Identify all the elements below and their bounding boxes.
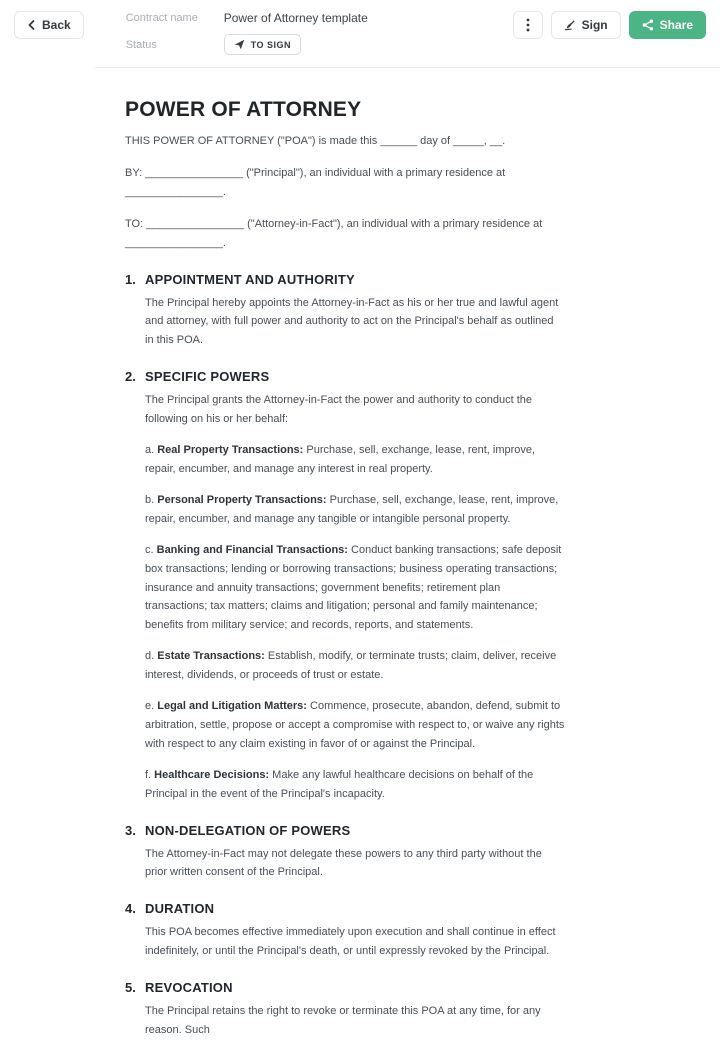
power-item-a: a. Real Property Transactions: Purchase, sell, exchange, lease, rent, improve, repair, encumber, and manage any interest in real property. [145,444,536,475]
power-item-d: d. Estate Transactions: Establish, modify, or terminate trusts; claim, deliver, receive interest, dividends, or proceeds of trust or estate. [145,650,557,682]
section-number: 2. [125,369,136,385]
kebab-menu-icon [526,18,530,32]
section-paragraph: The Principal hereby appoints the Attorney-in-Fact as his or her true and lawful agent and attorney, with full power and authority to act on the Principal's behalf as outlined in this POA. [145,296,559,347]
section-number: 5. [125,980,136,996]
chevron-left-icon [27,20,36,30]
sign-label: Sign [581,18,608,32]
status-badge-label: TO SIGN [250,39,292,50]
section-number: 4. [125,901,136,917]
status-badge[interactable] [224,34,301,55]
section-paragraph: The Attorney-in-Fact may not delegate these powers to any third party without the prior written consent of the Principal. [145,847,542,879]
more-options-button[interactable] [513,11,543,39]
section-revocation [125,980,565,1040]
document-intro: THIS POWER OF ATTORNEY ("POA") is made this ______ day of _____, __. [125,135,506,147]
section-paragraph: The Principal retains the right to revoke or terminate this POA at any time, for any reason. Such [145,1005,541,1037]
power-item-e: e. Legal and Litigation Matters: Commence, prosecute, abandon, defend, submit to arbitration, settle, propose or accept a compromise with respect to, or waive any rights with respect to any claim existing in favor of or against the Principal. [145,700,565,750]
share-label: Share [659,18,693,32]
header-actions [513,11,706,39]
power-item-c: c. Banking and Financial Transactions: Conduct banking transactions; safe deposit box transactions; lending or borrowing transactions; business operating transactions; insurance and annuity transactions; government benefits; retirement plan transactions; tax matters; claims and litigation; personal and family maintenance; benefits from military service; and records, reports, and statements. [145,543,562,632]
back-button[interactable] [14,11,84,39]
to-line: TO: ________________ ("Attorney-in-Fact"), an individual with a primary residence at ________________. [125,217,543,249]
section-appointment [125,272,565,351]
pen-icon [564,19,576,31]
top-bar [0,0,720,67]
send-icon [234,39,245,50]
sign-button[interactable] [551,11,621,39]
section-number: 3. [125,822,136,838]
section-heading: REVOCATION [145,980,233,996]
share-icon [642,19,654,31]
section-heading: APPOINTMENT AND AUTHORITY [145,271,355,287]
section-specific-powers [125,369,565,803]
status-label: Status [125,38,157,51]
share-button[interactable] [629,11,706,39]
section-number: 1. [125,271,136,287]
section-paragraph: This POA becomes effective immediately upon execution and shall continue in effect indefinitely, or until the Principal's death, or until expressly revoked by the Principal. [145,926,556,958]
by-line: BY: ________________ ("Principal"), an individual with a primary residence at ________________. [125,166,506,198]
section-duration [125,901,565,961]
section-heading: DURATION [145,901,215,917]
back-label: Back [42,18,71,32]
document-canvas [0,68,595,1040]
power-item-b: b. Personal Property Transactions: Purchase, sell, exchange, lease, rent, improve, repair, encumber, and manage any tangible or intangible personal property. [145,493,559,525]
contract-name-label: Contract name [125,12,198,24]
contract-name-value: Power of Attorney template [223,11,368,25]
section-paragraph: The Principal grants the Attorney-in-Fact the power and authority to conduct the following on his or her behalf: [145,394,533,426]
section-non-delegation [125,823,565,883]
power-item-f: f. Healthcare Decisions: Make any lawful healthcare decisions on behalf of the Principal in the event of the Principal's incapacity. [145,768,534,800]
document-title: POWER OF ATTORNEY [125,98,362,121]
section-heading: SPECIFIC POWERS [145,369,270,385]
contract-meta [126,11,368,55]
section-heading: NON-DELEGATION OF POWERS [145,822,351,838]
